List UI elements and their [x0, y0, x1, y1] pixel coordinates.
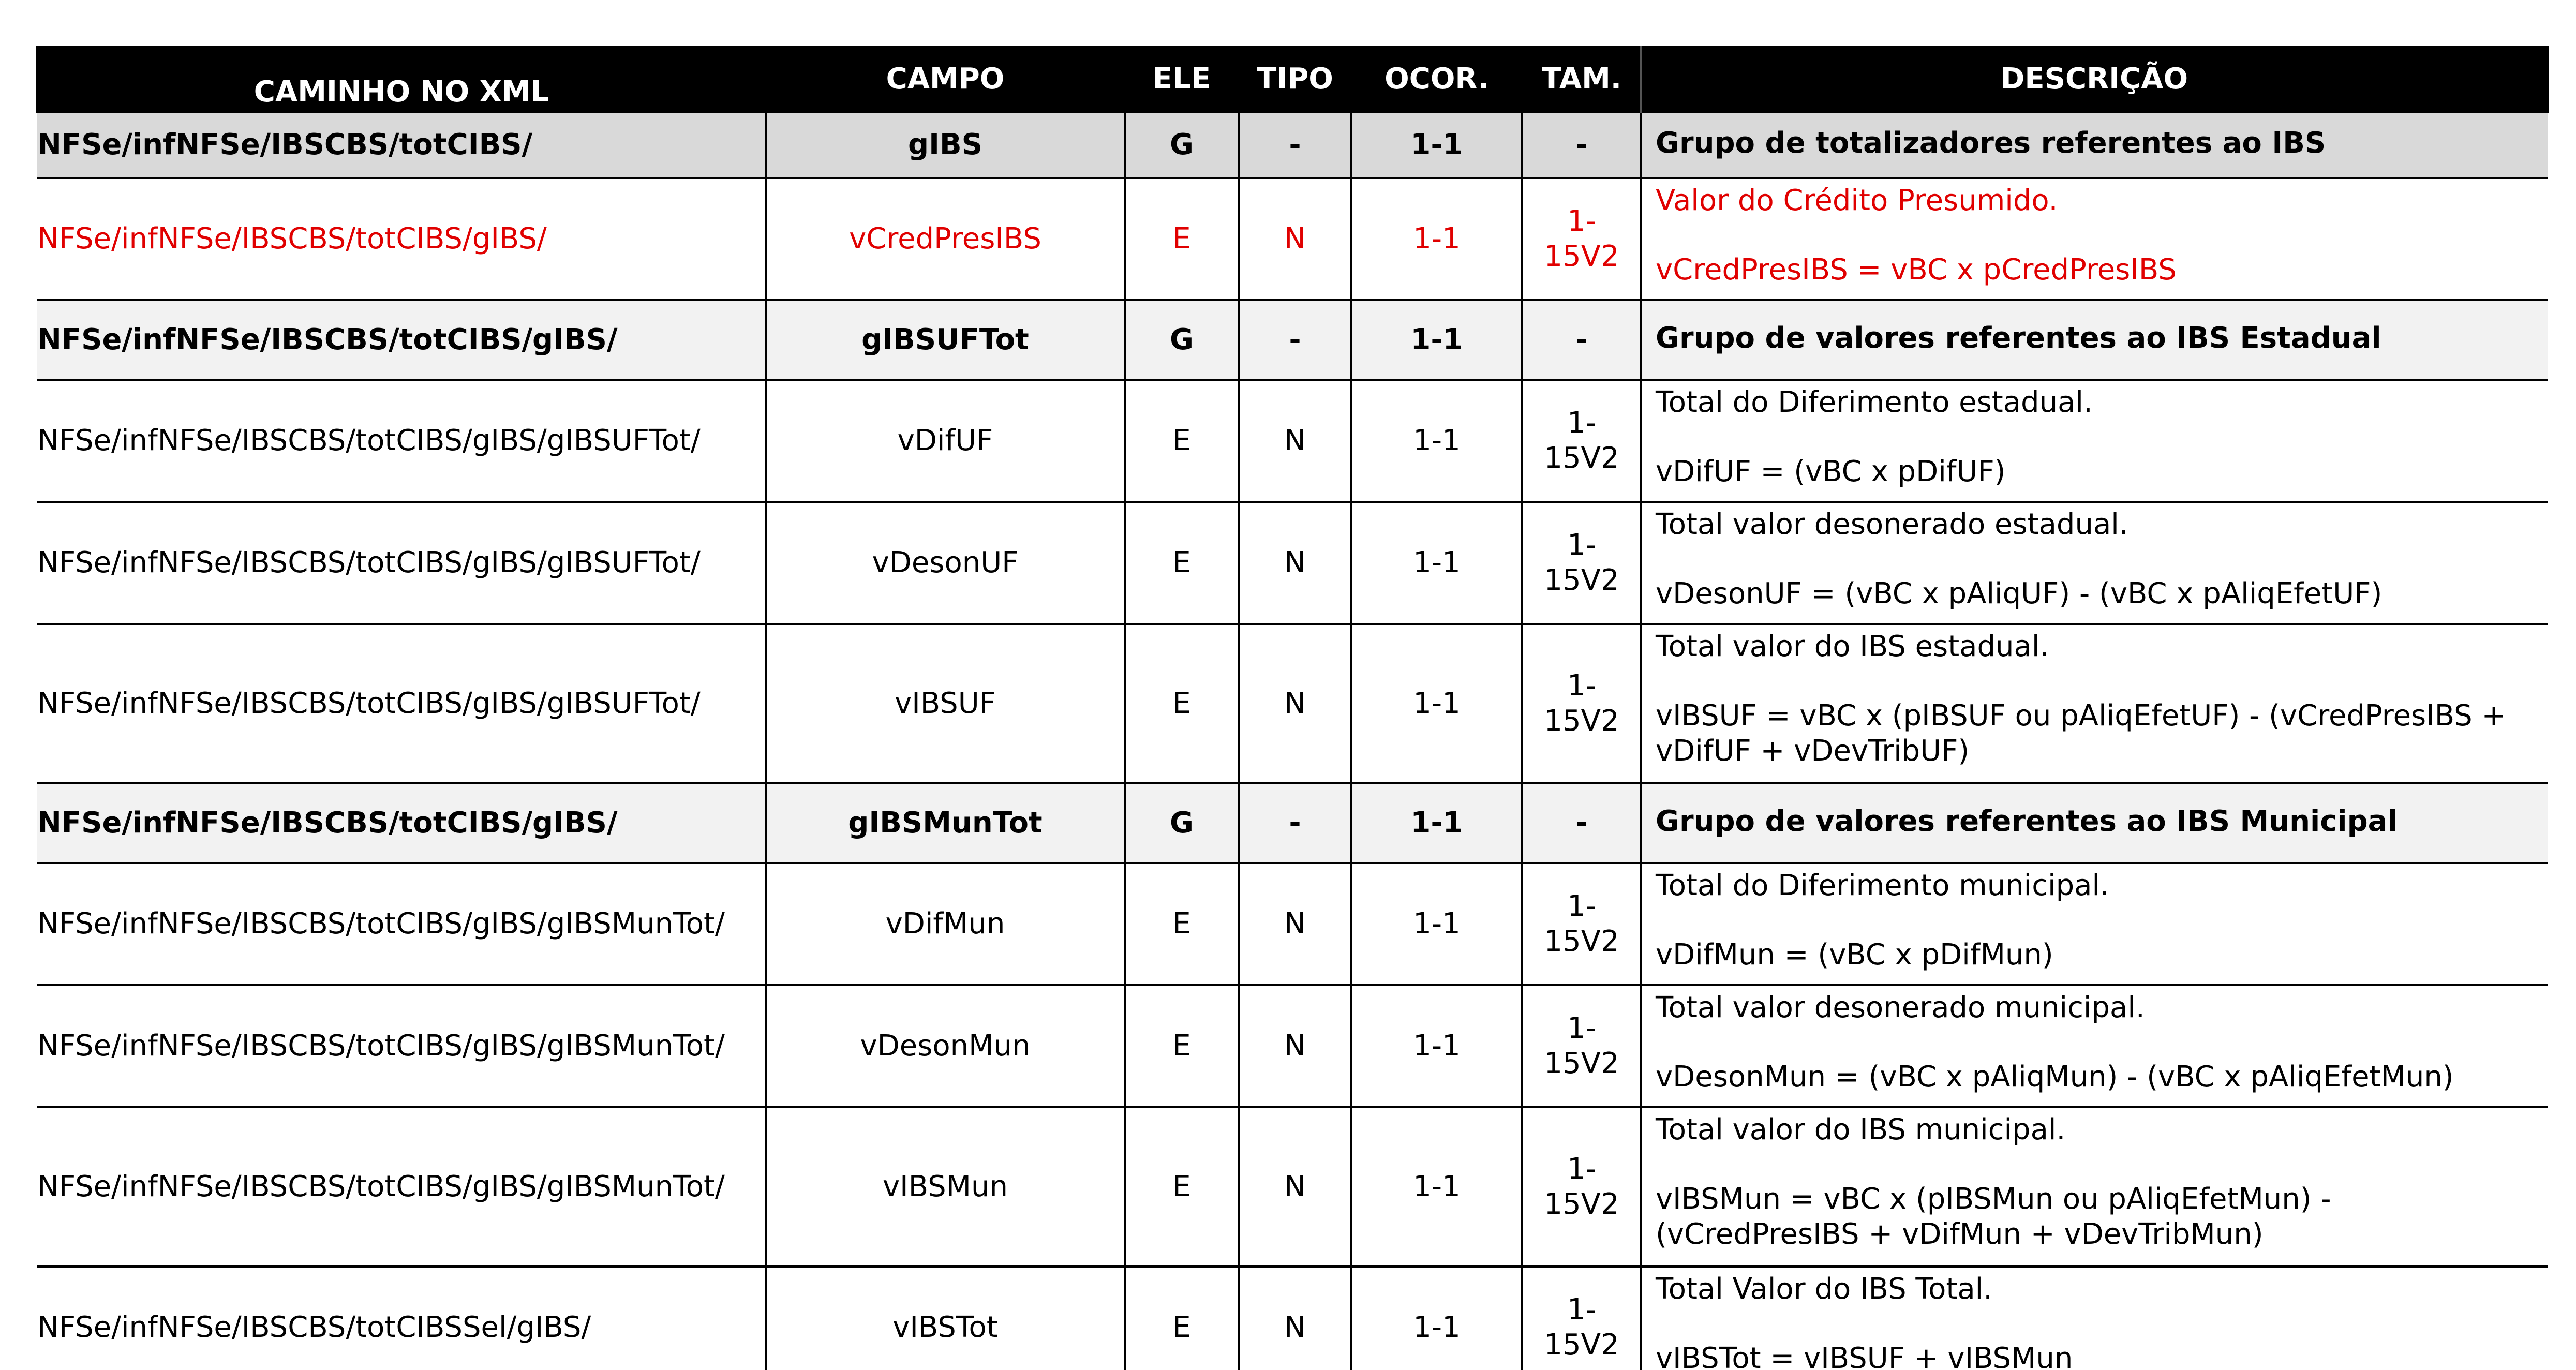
row-path: NFSe/infNFSe/IBSCBS/totCIBS/gIBS/: [37, 783, 766, 863]
row-ele: E: [1125, 178, 1239, 300]
header-campo: CAMPO: [766, 46, 1125, 113]
table-row: [37, 1107, 2548, 1267]
row-campo: vIBSTot: [766, 1267, 1125, 1370]
row-tam: 1- 15V2: [1522, 502, 1641, 624]
row-campo: vDifUF: [766, 380, 1125, 502]
table-row: [37, 502, 2548, 624]
row-ele: E: [1125, 985, 1239, 1107]
row-tipo: N: [1239, 502, 1351, 624]
row-ocor: 1-1: [1351, 624, 1522, 783]
row-campo: vCredPresIBS: [766, 178, 1125, 300]
row-tipo: N: [1239, 624, 1351, 783]
row-tipo: -: [1239, 113, 1351, 178]
row-desc: Valor do Crédito Presumido. vCredPresIBS = vBC x pCredPresIBS: [1641, 178, 2548, 300]
table-row: [37, 783, 2548, 863]
row-path: NFSe/infNFSe/IBSCBS/totCIBS/gIBS/gIBSMunTot/: [37, 985, 766, 1107]
row-ele: G: [1125, 300, 1239, 380]
row-path: NFSe/infNFSe/IBSCBS/totCIBS/: [37, 113, 766, 178]
header-ocor: OCOR.: [1351, 46, 1522, 113]
table-row: [37, 624, 2548, 783]
header-tipo: TIPO: [1239, 46, 1351, 113]
row-campo: gIBS: [766, 113, 1125, 178]
row-path: NFSe/infNFSe/IBSCBS/totCIBS/gIBS/gIBSUFTot/: [37, 624, 766, 783]
row-campo: vDesonMun: [766, 985, 1125, 1107]
row-campo: gIBSUFTot: [766, 300, 1125, 380]
row-path: NFSe/infNFSe/IBSCBS/totCIBS/gIBS/gIBSMunTot/: [37, 863, 766, 985]
row-tipo: N: [1239, 380, 1351, 502]
row-ocor: 1-1: [1351, 380, 1522, 502]
row-ocor: 1-1: [1351, 178, 1522, 300]
row-tipo: N: [1239, 863, 1351, 985]
row-ele: E: [1125, 863, 1239, 985]
header-path: CAMINHO NO XML: [37, 46, 766, 113]
row-desc: Total valor desonerado municipal. vDesonMun = (vBC x pAliqMun) - (vBC x pAliqEfetMun): [1641, 985, 2548, 1107]
row-campo: vIBSUF: [766, 624, 1125, 783]
row-ocor: 1-1: [1351, 502, 1522, 624]
row-ocor: 1-1: [1351, 1107, 1522, 1267]
table-row: [37, 178, 2548, 300]
table-row: [37, 380, 2548, 502]
row-tam: 1- 15V2: [1522, 380, 1641, 502]
row-tam: 1- 15V2: [1522, 178, 1641, 300]
row-desc: Total do Diferimento municipal. vDifMun = (vBC x pDifMun): [1641, 863, 2548, 985]
row-tipo: N: [1239, 985, 1351, 1107]
field-spec-table: [36, 46, 2549, 1370]
header-desc: DESCRIÇÃO: [1641, 46, 2548, 113]
row-campo: vDesonUF: [766, 502, 1125, 624]
row-ocor: 1-1: [1351, 985, 1522, 1107]
row-ocor: 1-1: [1351, 783, 1522, 863]
row-desc: Total Valor do IBS Total. vIBSTot = vIBSUF + vIBSMun: [1641, 1267, 2548, 1370]
row-ele: E: [1125, 380, 1239, 502]
row-tam: 1- 15V2: [1522, 1107, 1641, 1267]
row-campo: gIBSMunTot: [766, 783, 1125, 863]
row-tam: -: [1522, 113, 1641, 178]
row-path: NFSe/infNFSe/IBSCBS/totCIBS/gIBS/gIBSUFTot/: [37, 380, 766, 502]
row-ele: E: [1125, 1107, 1239, 1267]
row-tipo: N: [1239, 1107, 1351, 1267]
row-ocor: 1-1: [1351, 1267, 1522, 1370]
row-ocor: 1-1: [1351, 300, 1522, 380]
row-tipo: N: [1239, 1267, 1351, 1370]
row-desc: Grupo de valores referentes ao IBS Municipal: [1641, 783, 2548, 863]
table-row: [37, 300, 2548, 380]
row-desc: Total valor do IBS estadual. vIBSUF = vBC x (pIBSUF ou pAliqEfetUF) - (vCredPresIBS + vDifUF + vDevTribUF): [1641, 624, 2548, 783]
row-ele: E: [1125, 624, 1239, 783]
row-campo: vDifMun: [766, 863, 1125, 985]
row-desc: Total valor desonerado estadual. vDesonUF = (vBC x pAliqUF) - (vBC x pAliqEfetUF): [1641, 502, 2548, 624]
row-tam: -: [1522, 300, 1641, 380]
row-desc: Grupo de totalizadores referentes ao IBS: [1641, 113, 2548, 178]
table-row: [37, 113, 2548, 178]
row-ele: G: [1125, 783, 1239, 863]
row-tam: 1- 15V2: [1522, 985, 1641, 1107]
row-path: NFSe/infNFSe/IBSCBS/totCIBS/gIBS/gIBSUFTot/: [37, 502, 766, 624]
table-row: [37, 863, 2548, 985]
row-ocor: 1-1: [1351, 113, 1522, 178]
table-row: [37, 1267, 2548, 1370]
row-ocor: 1-1: [1351, 863, 1522, 985]
row-path: NFSe/infNFSe/IBSCBS/totCIBSSel/gIBS/: [37, 1267, 766, 1370]
row-desc: Grupo de valores referentes ao IBS Estadual: [1641, 300, 2548, 380]
table-header-row: [37, 46, 2548, 113]
row-tipo: -: [1239, 783, 1351, 863]
row-ele: E: [1125, 1267, 1239, 1370]
row-tam: -: [1522, 783, 1641, 863]
row-tam: 1- 15V2: [1522, 1267, 1641, 1370]
row-ele: E: [1125, 502, 1239, 624]
row-path: NFSe/infNFSe/IBSCBS/totCIBS/gIBS/: [37, 300, 766, 380]
row-desc: Total valor do IBS municipal. vIBSMun = vBC x (pIBSMun ou pAliqEfetMun) - (vCredPresIBS + vDifMun + vDevTribMun): [1641, 1107, 2548, 1267]
header-tam: TAM.: [1522, 46, 1641, 113]
row-tam: 1- 15V2: [1522, 624, 1641, 783]
table-row: [37, 985, 2548, 1107]
row-path: NFSe/infNFSe/IBSCBS/totCIBS/gIBS/gIBSMunTot/: [37, 1107, 766, 1267]
row-tipo: -: [1239, 300, 1351, 380]
row-tipo: N: [1239, 178, 1351, 300]
row-ele: G: [1125, 113, 1239, 178]
row-desc: Total do Diferimento estadual. vDifUF = (vBC x pDifUF): [1641, 380, 2548, 502]
row-path: NFSe/infNFSe/IBSCBS/totCIBS/gIBS/: [37, 178, 766, 300]
row-campo: vIBSMun: [766, 1107, 1125, 1267]
header-ele: ELE: [1125, 46, 1239, 113]
row-tam: 1- 15V2: [1522, 863, 1641, 985]
